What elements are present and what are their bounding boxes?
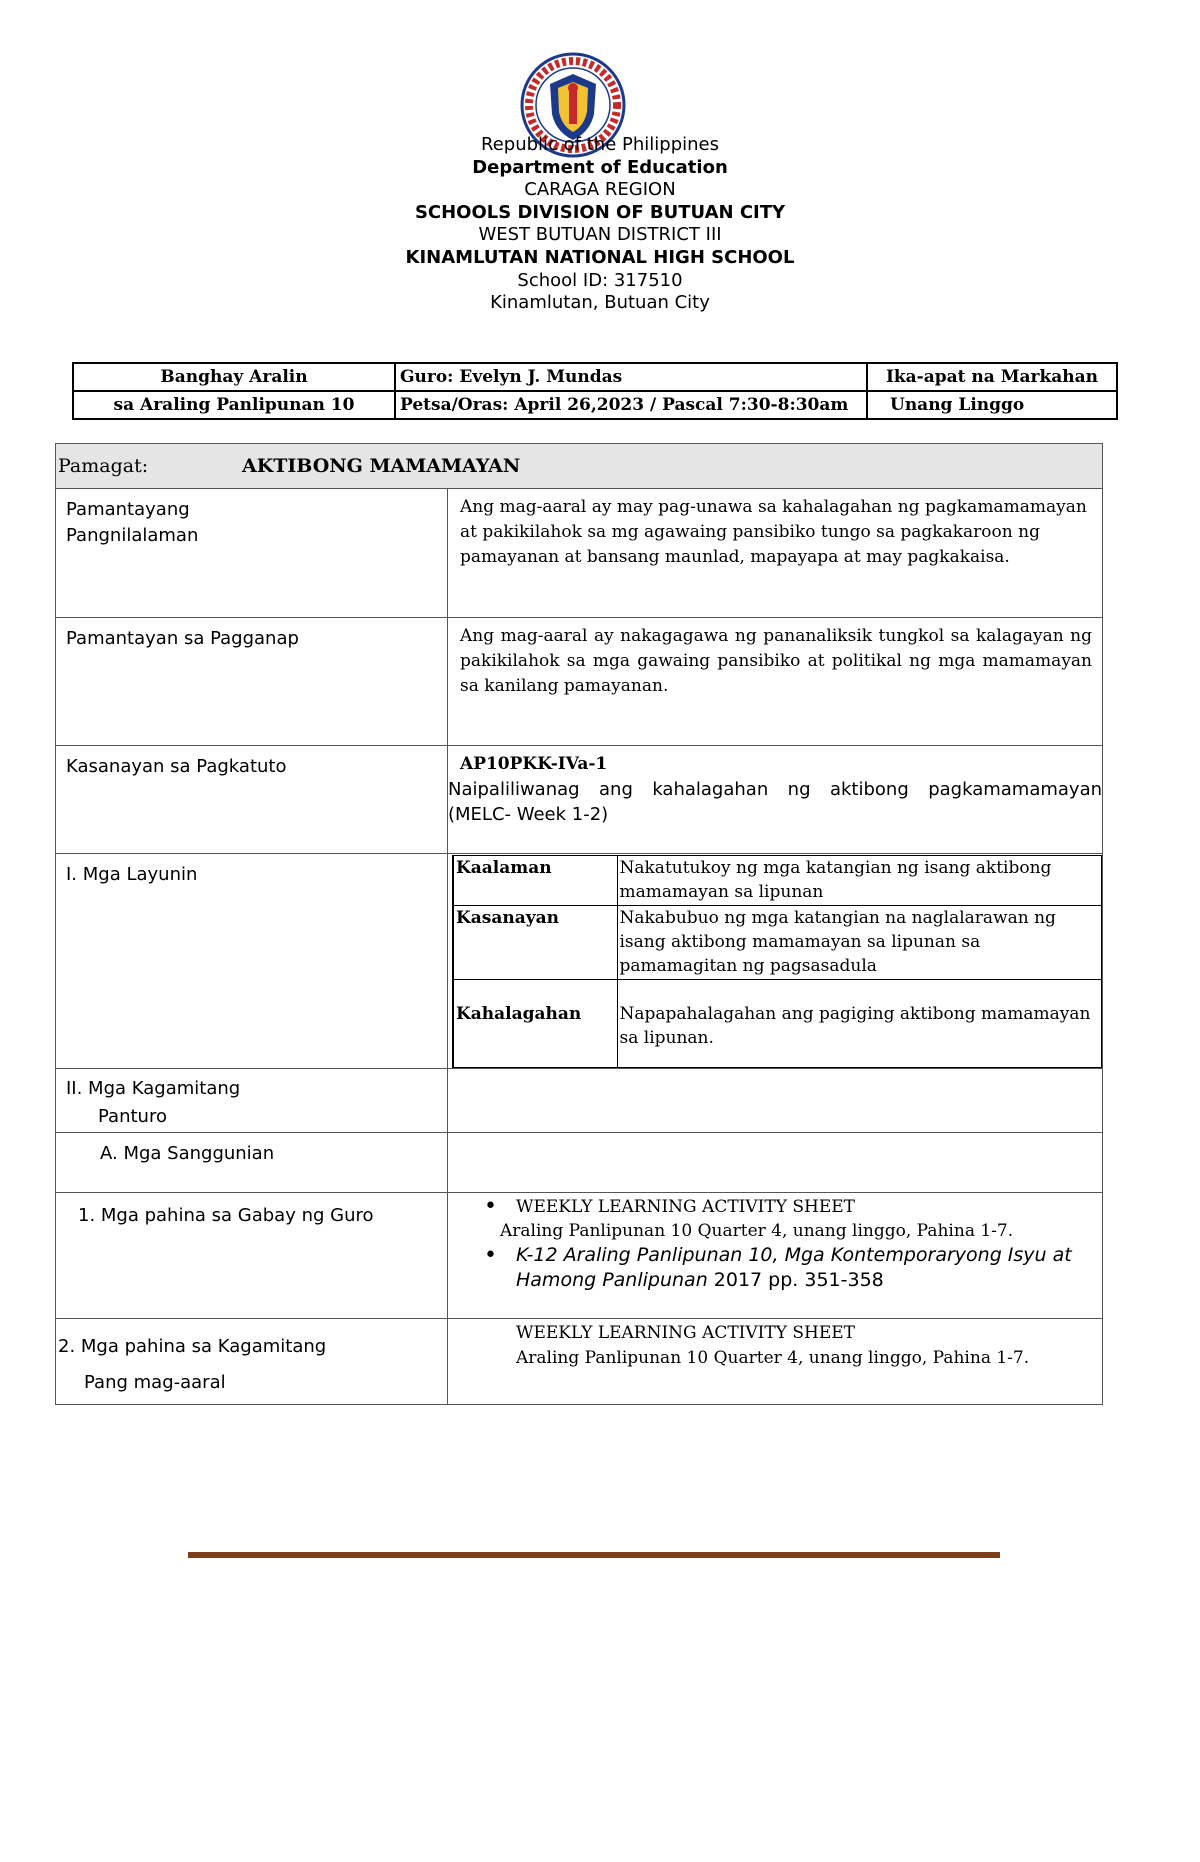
competency-text: Naipaliliwanag ang kahalagahan ng aktibong pagkamamamayan (MELC- Week 1-2) (448, 779, 1103, 825)
teacher-name: Guro: Evelyn J. Mundas (395, 363, 867, 391)
school-header (300, 134, 900, 315)
teacher-guide-item1-title: WEEKLY LEARNING ACTIVITY SHEET (516, 1197, 855, 1217)
department-line: Department of Education (472, 156, 728, 178)
content-standard-label-1: Pamantayang (66, 499, 190, 520)
list-item (484, 1243, 1102, 1293)
objective-text: Napapahalagahan ang pagiging aktibong mamamayan sa lipunan. (617, 980, 1101, 1068)
quarter-label: Ika-apat na Markahan (867, 363, 1117, 391)
objective-row (453, 980, 1101, 1068)
teacher-guide-list (484, 1195, 1102, 1219)
plan-title-line2: sa Araling Panlipunan 10 (73, 391, 395, 419)
performance-standard-text: Ang mag-aaral ay nakagagawa ng pananaliksik tungkol sa kalagayan ng pakikilahok sa mga gawaing pansibiko at politikal ng mga mamamayan sa kanilang pamayanan. (460, 626, 1093, 696)
materials-label-2: Panturo (98, 1106, 167, 1127)
references-row (56, 1133, 1103, 1193)
objective-domain: Kasanayan (453, 906, 617, 980)
objective-text: Nakabubuo ng mga katangian na naglalarawan ng isang aktibong mamamayan sa lipunan sa pamamagitan ng pagsasadula (617, 906, 1101, 980)
teacher-guide-label: 1. Mga pahina sa Gabay ng Guro (78, 1205, 374, 1226)
week-label: Unang Linggo (867, 391, 1117, 419)
school-name: KINAMLUTAN NATIONAL HIGH SCHOOL (405, 246, 795, 268)
region-line: CARAGA REGION (524, 179, 676, 201)
learner-material-row (56, 1319, 1103, 1405)
learner-material-label-2: Pang mag-aaral (84, 1372, 226, 1393)
objective-text: Nakatutukoy ng mga katangian ng isang aktibong mamamayan sa lipunan (617, 856, 1101, 906)
title-row (56, 444, 1103, 489)
lesson-info-table (72, 362, 1118, 420)
list-item (484, 1195, 1102, 1219)
objective-row (453, 856, 1101, 906)
district-line: WEST BUTUAN DISTRICT III (478, 224, 722, 246)
content-standard-row (56, 489, 1103, 618)
competency-label: Kasanayan sa Pagkatuto (66, 756, 287, 777)
teacher-guide-item1-detail: Araling Panlipunan 10 Quarter 4, unang linggo, Pahina 1-7. (500, 1221, 1014, 1241)
school-id: School ID: 317510 (517, 269, 683, 291)
teacher-guide-item2-pages: 2017 pp. 351-358 (707, 1269, 884, 1291)
school-address: Kinamlutan, Butuan City (490, 292, 710, 314)
objective-row (453, 906, 1101, 980)
date-time: Petsa/Oras: April 26,2023 / Pascal 7:30-8:30am (395, 391, 867, 419)
performance-standard-label: Pamantayan sa Pagganap (66, 628, 299, 649)
objectives-table (452, 855, 1102, 1068)
lesson-plan-table (55, 443, 1103, 1405)
title-label: Pamagat: (58, 455, 149, 477)
materials-label-1: II. Mga Kagamitang (66, 1078, 241, 1099)
learner-material-title: WEEKLY LEARNING ACTIVITY SHEET (516, 1323, 855, 1343)
teacher-guide-row (56, 1193, 1103, 1319)
lesson-title: AKTIBONG MAMAMAYAN (242, 455, 521, 477)
competency-row (56, 746, 1103, 854)
learner-material-detail: Araling Panlipunan 10 Quarter 4, unang linggo, Pahina 1-7. (516, 1348, 1030, 1368)
content-standard-text: Ang mag-aaral ay may pag-unawa sa kahalagahan ng pagkamamamayan at pakikilahok sa mg agawaing pansibiko tungo sa pagkakaroon ng pamayanan at bansang maunlad, mapayapa at may pagkakaisa. (460, 497, 1087, 567)
objectives-label: I. Mga Layunin (66, 864, 198, 885)
competency-code: AP10PKK-IVa-1 (460, 754, 608, 774)
references-label: A. Mga Sanggunian (100, 1143, 275, 1164)
country-line: Republic of the Philippines (481, 134, 719, 155)
plan-title-line1: Banghay Aralin (73, 363, 395, 391)
materials-row (56, 1069, 1103, 1133)
footer-divider (188, 1552, 1000, 1558)
teacher-guide-item2-title: K-12 Araling Panlipunan 10, Mga Kontemporaryong Isyu at Hamong Panlipunan (516, 1244, 1072, 1291)
teacher-guide-list-2 (484, 1243, 1102, 1293)
performance-standard-row (56, 618, 1103, 746)
objectives-row (56, 854, 1103, 1069)
learner-material-label-1: 2. Mga pahina sa Kagamitang (58, 1336, 327, 1357)
content-standard-label-2: Pangnilalaman (66, 525, 199, 546)
division-line: SCHOOLS DIVISION OF BUTUAN CITY (414, 201, 786, 223)
objective-domain: Kahalagahan (453, 980, 617, 1068)
objective-domain: Kaalaman (453, 856, 617, 906)
